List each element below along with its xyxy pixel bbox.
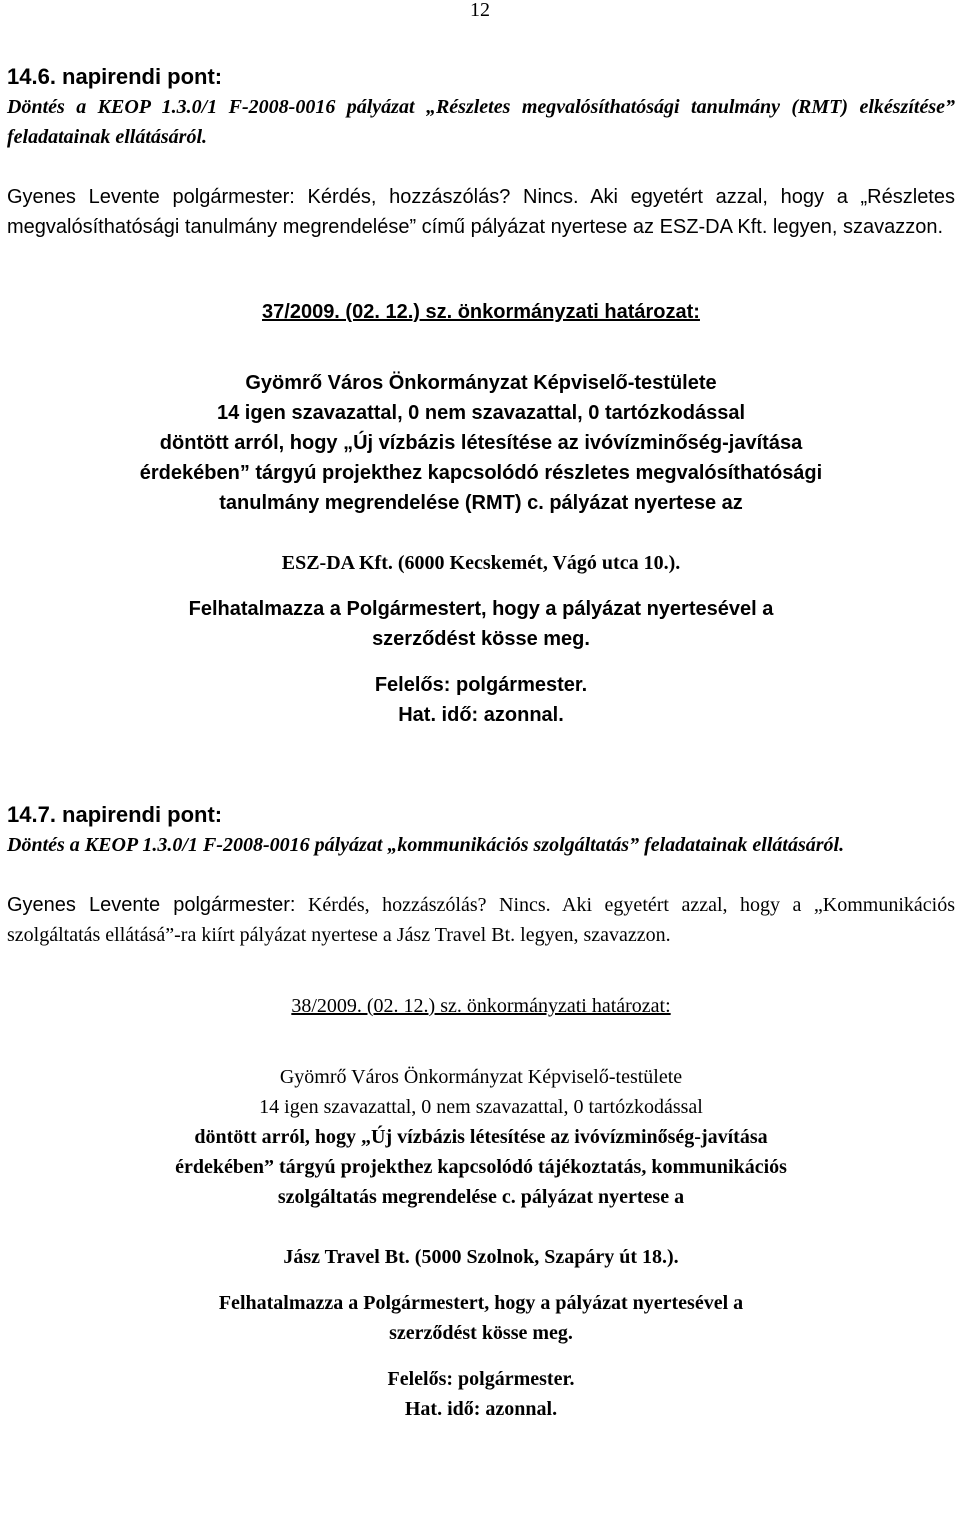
agenda-section-14-6	[7, 62, 955, 730]
speech-text: Kérdés, hozzászólás? Nincs. Aki egyetért azzal, hogy a „Részletes megvalósíthatósági tanulmány megrendelése” című pályázat nyertese az ESZ-DA Kft. legyen, szavazzon.	[7, 186, 955, 238]
resolution-body	[7, 1062, 955, 1212]
resolution-line: Gyömrő Város Önkormányzat Képviselő-testülete	[279, 1066, 683, 1088]
mayor-speech	[7, 182, 955, 242]
agenda-title: 14.6. napirendi pont:	[7, 64, 223, 89]
document-body	[7, 62, 955, 1424]
resolution-line: szolgáltatás megrendelése c. pályázat nyertese a	[277, 1186, 685, 1208]
resolution-winner: ESZ-DA Kft. (6000 Kecskemét, Vágó utca 10.).	[281, 552, 681, 574]
resolution-deadline: Hat. idő: azonnal.	[398, 704, 564, 726]
resolution-responsible: Felelős: polgármester.	[374, 674, 588, 696]
speaker-name: Gyenes Levente polgármester:	[7, 894, 296, 916]
page-number: 12	[470, 0, 490, 21]
agenda-section-14-7	[7, 800, 955, 1424]
resolution-line: Gyömrő Város Önkormányzat Képviselő-testülete	[245, 372, 717, 394]
mayor-speech	[7, 890, 955, 950]
resolution-body	[7, 368, 955, 518]
authorization-line: Felhatalmazza a Polgármestert, hogy a pályázat nyertesével a	[218, 1292, 744, 1314]
resolution-authorization	[7, 594, 955, 654]
resolution-line: érdekében” tárgyú projekthez kapcsolódó tájékoztatás, kommunikációs	[175, 1156, 787, 1178]
agenda-subject: Döntés a KEOP 1.3.0/1 F-2008-0016 pályázat „Részletes megvalósíthatósági tanulmány (RMT) elkészítése” feladatainak ellátásáról.	[7, 96, 955, 148]
resolution-authorization	[7, 1288, 955, 1348]
authorization-line: szerződést kösse meg.	[372, 628, 590, 650]
authorization-line: Felhatalmazza a Polgármestert, hogy a pályázat nyertesével a	[188, 598, 774, 620]
resolution-heading: 38/2009. (02. 12.) sz. önkormányzati határozat:	[291, 995, 671, 1017]
agenda-title: 14.7. napirendi pont:	[7, 802, 223, 827]
agenda-subject: Döntés a KEOP 1.3.0/1 F-2008-0016 pályázat „kommunikációs szolgáltatás” feladatainak ellátásáról.	[7, 834, 845, 856]
speaker-name: Gyenes Levente polgármester:	[7, 186, 295, 208]
authorization-line: szerződést kösse meg.	[389, 1322, 573, 1344]
resolution-deadline: Hat. idő: azonnal.	[404, 1398, 558, 1420]
resolution-line: 14 igen szavazattal, 0 nem szavazattal, 0 tartózkodással	[216, 402, 746, 424]
resolution-line: döntött arról, hogy „Új vízbázis létesítése az ivóvízminőség-javítása	[194, 1126, 768, 1148]
resolution-line: döntött arról, hogy „Új vízbázis létesítése az ivóvízminőség-javítása	[159, 432, 803, 454]
resolution-line: érdekében” tárgyú projekthez kapcsolódó részletes megvalósíthatósági	[139, 462, 823, 484]
resolution-winner: Jász Travel Bt. (5000 Szolnok, Szapáry út 18.).	[283, 1246, 679, 1268]
resolution-line: 14 igen szavazattal, 0 nem szavazattal, 0 tartózkodással	[259, 1096, 703, 1118]
resolution-responsible: Felelős: polgármester.	[387, 1368, 575, 1390]
speech-text: Kérdés, hozzászólás? Nincs. Aki egyetért azzal, hogy a „Kommunikációs szolgáltatás ellátásá”-ra kiírt pályázat nyertese a Jász Travel Bt. legyen, szavazzon.	[7, 894, 955, 946]
resolution-heading: 37/2009. (02. 12.) sz. önkormányzati határozat:	[262, 301, 700, 323]
resolution-line: tanulmány megrendelése (RMT) c. pályázat nyertese az	[219, 492, 743, 514]
